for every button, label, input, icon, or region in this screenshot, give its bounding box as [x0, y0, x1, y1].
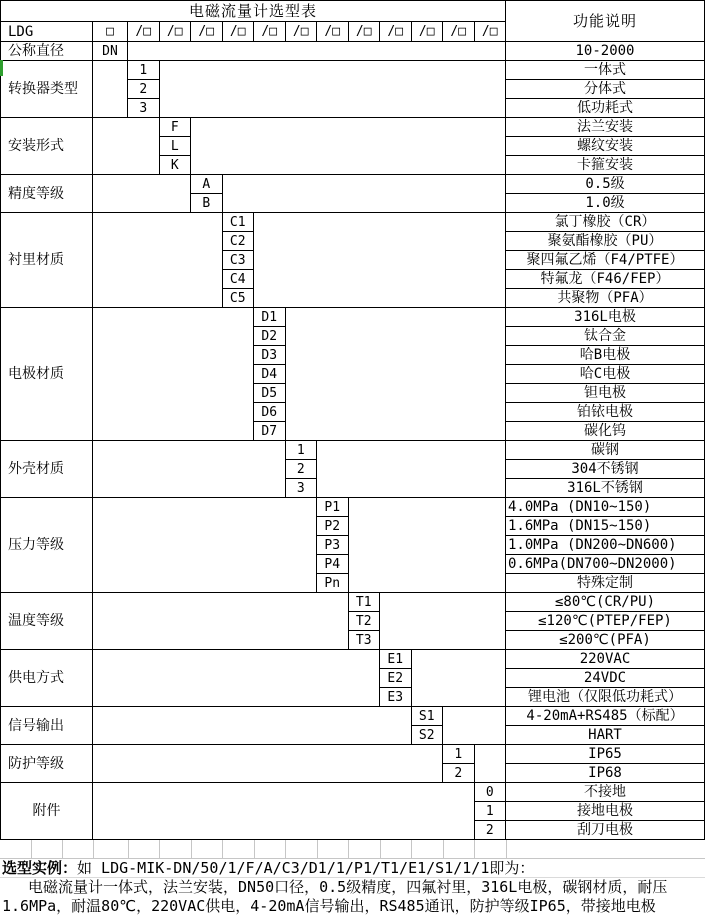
code-cell: B [191, 194, 223, 213]
code-cell: K [160, 156, 192, 175]
model-slot: /□ [412, 22, 444, 42]
code-cell: 3 [286, 479, 318, 498]
code-cell: E1 [380, 650, 412, 669]
desc-cell: 钽电极 [506, 384, 705, 403]
desc-cell: 低功耗式 [506, 99, 705, 118]
desc-cell: 4.0MPa (DN10~150) [506, 498, 705, 517]
excel-gridline [474, 840, 475, 858]
desc-cell: 接地电极 [506, 802, 705, 821]
desc-cell: 螺纹安装 [506, 137, 705, 156]
filler-cell [443, 707, 506, 745]
excel-gridline [93, 840, 94, 858]
code-cell: C5 [223, 289, 255, 308]
code-cell: DN [93, 42, 128, 61]
desc-cell: 316L不锈钢 [506, 479, 705, 498]
model-slot: /□ [286, 22, 318, 42]
group-label-protection-class: 防护等级 [0, 745, 93, 783]
model-slot: /□ [443, 22, 475, 42]
code-cell: 1 [475, 802, 507, 821]
excel-gridline [348, 840, 349, 858]
code-cell: E2 [380, 669, 412, 688]
excel-gridline [506, 840, 507, 858]
filler-cell [128, 42, 506, 61]
model-slot: /□ [475, 22, 507, 42]
model-slot: /□ [160, 22, 192, 42]
desc-cell: 碳化钨 [506, 422, 705, 441]
model-slot: /□ [349, 22, 381, 42]
excel-gridline [31, 840, 32, 858]
model-slot: /□ [223, 22, 255, 42]
desc-cell: 法兰安装 [506, 118, 705, 137]
code-cell: T3 [349, 631, 381, 650]
filler-cell [286, 308, 507, 441]
filler-cell [223, 175, 507, 213]
code-cell: 2 [128, 80, 160, 99]
excel-gridline [128, 840, 129, 858]
code-cell: 2 [286, 460, 318, 479]
code-cell: C1 [223, 213, 255, 232]
desc-cell: 304不锈钢 [506, 460, 705, 479]
excel-gridline [380, 840, 381, 858]
model-box-cell: □ [93, 22, 128, 42]
model-slot: /□ [317, 22, 349, 42]
filler-cell [317, 441, 506, 498]
filler-cell [412, 650, 507, 707]
desc-cell: IP65 [506, 745, 705, 764]
example-line-3: 1.6MPa，耐温80℃，220VAC供电，4-20mA信号输出，RS485通讯，防护等级IP65，带接地电极 [2, 897, 656, 915]
filler-cell [93, 118, 160, 175]
code-cell: D4 [254, 365, 286, 384]
desc-cell: 碳钢 [506, 441, 705, 460]
filler-cell [191, 118, 506, 175]
excel-gridline [411, 840, 412, 858]
code-cell: T2 [349, 612, 381, 631]
code-cell: A [191, 175, 223, 194]
code-cell: 1 [443, 745, 475, 764]
desc-cell: 哈B电极 [506, 346, 705, 365]
model-slot: /□ [380, 22, 412, 42]
desc-cell: 220VAC [506, 650, 705, 669]
desc-cell: 刮刀电极 [506, 821, 705, 840]
filler-cell [475, 745, 507, 783]
group-label-liner-material: 衬里材质 [0, 213, 93, 308]
model-prefix: LDG [0, 22, 93, 42]
group-label-accessories: 附件 [0, 783, 93, 840]
desc-cell: 4-20mA+RS485（标配） [506, 707, 705, 726]
code-cell: 2 [443, 764, 475, 783]
desc-cell: 1.0级 [506, 194, 705, 213]
desc-cell: 24VDC [506, 669, 705, 688]
code-cell: S1 [412, 707, 444, 726]
selection-example [0, 859, 705, 916]
desc-cell: IP68 [506, 764, 705, 783]
example-line-1 [0, 859, 705, 878]
code-cell: 1 [286, 441, 318, 460]
filler-cell [93, 707, 412, 745]
excel-gridline [159, 840, 160, 858]
code-cell: D2 [254, 327, 286, 346]
excel-gridline [317, 840, 318, 858]
filler-cell [93, 745, 443, 783]
code-cell: P2 [317, 517, 349, 536]
desc-cell: 10-2000 [506, 42, 705, 61]
group-label-installation-form: 安装形式 [0, 118, 93, 175]
desc-cell: 一体式 [506, 61, 705, 80]
filler-cell [93, 61, 128, 118]
model-slot: /□ [191, 22, 223, 42]
code-cell: P3 [317, 536, 349, 555]
desc-cell: 哈C电极 [506, 365, 705, 384]
empty-spreadsheet-row [0, 840, 705, 859]
desc-cell: ≤80℃(CR/PU) [506, 593, 705, 612]
desc-cell: 聚氨酯橡胶（PU） [506, 232, 705, 251]
code-cell: D7 [254, 422, 286, 441]
desc-cell: ≤120℃(PTEP/FEP) [506, 612, 705, 631]
desc-cell: 0.5级 [506, 175, 705, 194]
desc-cell: 1.6MPa (DN15~150) [506, 517, 705, 536]
filler-cell [93, 593, 349, 650]
model-slot: /□ [128, 22, 160, 42]
filler-cell [254, 213, 506, 308]
code-cell: P4 [317, 555, 349, 574]
excel-gridline [254, 840, 255, 858]
desc-cell: 钛合金 [506, 327, 705, 346]
desc-cell: 特氟龙（F46/FEP） [506, 270, 705, 289]
desc-cell: 氯丁橡胶（CR） [506, 213, 705, 232]
excel-gridline [443, 840, 444, 858]
excel-gridline [191, 840, 192, 858]
filler-cell [160, 61, 507, 118]
excel-gridline [222, 840, 223, 858]
model-slot: /□ [254, 22, 286, 42]
desc-cell: 聚四氟乙烯（F4/PTFE） [506, 251, 705, 270]
group-label-accuracy-class: 精度等级 [0, 175, 93, 213]
desc-cell: 卡箍安装 [506, 156, 705, 175]
code-cell: D6 [254, 403, 286, 422]
desc-cell: 1.0MPa (DN200~DN600) [506, 536, 705, 555]
group-label-electrode-material: 电极材质 [0, 308, 93, 441]
code-cell: F [160, 118, 192, 137]
excel-gridline [285, 840, 286, 858]
code-cell: D1 [254, 308, 286, 327]
desc-cell: 共聚物（PFA） [506, 289, 705, 308]
filler-cell [349, 498, 507, 593]
code-cell: D5 [254, 384, 286, 403]
code-cell: 1 [128, 61, 160, 80]
code-cell: C2 [223, 232, 255, 251]
desc-cell: 0.6MPa(DN700~DN2000) [506, 555, 705, 574]
desc-cell: 不接地 [506, 783, 705, 802]
example-line-2: 电磁流量计一体式，法兰安装，DN50口径，0.5级精度，四氟衬里，316L电极，碳钢材质，耐压 [28, 878, 668, 896]
group-label-housing-material: 外壳材质 [0, 441, 93, 498]
group-label-nominal-diameter: 公称直径 [0, 42, 93, 61]
code-cell: S2 [412, 726, 444, 745]
code-cell: C4 [223, 270, 255, 289]
desc-cell: 铂铱电极 [506, 403, 705, 422]
code-cell: E3 [380, 688, 412, 707]
group-label-converter-type: 转换器类型 [0, 61, 93, 118]
filler-cell [380, 593, 506, 650]
desc-cell: 316L电极 [506, 308, 705, 327]
filler-cell [93, 783, 475, 840]
function-column-header: 功能说明 [506, 0, 705, 42]
filler-cell [93, 175, 191, 213]
filler-cell [93, 441, 286, 498]
excel-gridline [62, 840, 63, 858]
code-cell: L [160, 137, 192, 156]
left-edge-highlight-mark [0, 60, 3, 76]
group-label-pressure-class: 压力等级 [0, 498, 93, 593]
group-label-signal-output: 信号输出 [0, 707, 93, 745]
filler-cell [93, 213, 223, 308]
code-cell: P1 [317, 498, 349, 517]
code-cell: T1 [349, 593, 381, 612]
desc-cell: 锂电池（仅限低功耗式） [506, 688, 705, 707]
example-intro: 如 LDG-MIK-DN/50/1/F/A/C3/D1/1/P1/T1/E1/S1/1/1即为： [77, 859, 535, 877]
page-title: 电磁流量计选型表 [0, 0, 506, 22]
group-label-temperature-class: 温度等级 [0, 593, 93, 650]
code-cell: 2 [475, 821, 507, 840]
code-cell: Pn [317, 574, 349, 593]
example-lead: 选型实例： [2, 859, 78, 877]
desc-cell: HART [506, 726, 705, 745]
filler-cell [93, 308, 254, 441]
filler-cell [93, 650, 380, 707]
filler-cell [93, 498, 317, 593]
code-cell: 3 [128, 99, 160, 118]
code-cell: 0 [475, 783, 507, 802]
desc-cell: 特殊定制 [506, 574, 705, 593]
desc-cell: 分体式 [506, 80, 705, 99]
code-cell: D3 [254, 346, 286, 365]
group-label-power-supply: 供电方式 [0, 650, 93, 707]
code-cell: C3 [223, 251, 255, 270]
desc-cell: ≤200℃(PFA) [506, 631, 705, 650]
